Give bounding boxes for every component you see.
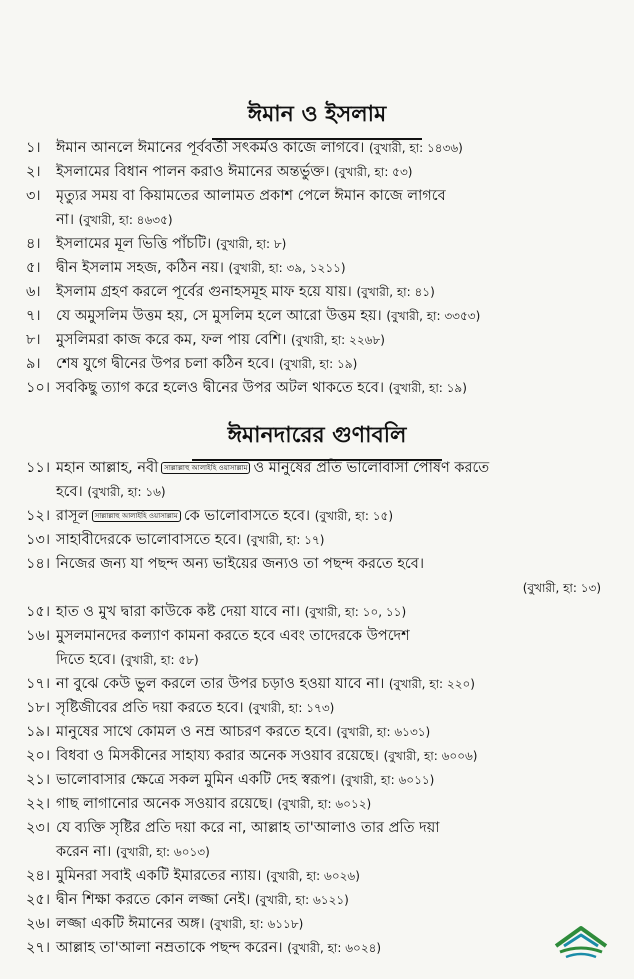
list-item: ২২। গাছ লাগানোর অনেক সওয়াব রয়েছে। (বুখারী, হা: ৬০১২) [26, 796, 372, 812]
list-item: ১০। সবকিছু ত্যাগ করে হলেও দ্বীনের উপর অটল থাকতে হবে। (বুখারী, হা: ১৯) [26, 380, 467, 396]
list-item: ৯। শেষ যুগে দ্বীনের উপর চলা কঠিন হবে। (বুখারী, হা: ১৯) [26, 356, 358, 372]
section-heading-imandar-gunaboli [0, 418, 634, 461]
list-item: ১৭। না বুঝে কেউ ভুল করলে তার উপর চড়াও হওয়া যাবে না। (বুখারী, হা: ২২০) [26, 676, 475, 692]
list-item: ১৮। সৃষ্টিজীবের প্রতি দয়া করতে হবে। (বুখারী, হা: ১৭৩) [26, 700, 335, 716]
list-item: ২৬। লজ্জা একটি ঈমানের অঙ্গ। (বুখারী, হা: ৬১১৮) [26, 916, 304, 932]
list-item: ১৯। মানুষের সাথে কোমল ও নম্র আচরণ করতে হবে। (বুখারী, হা: ৬১৩১) [26, 724, 431, 740]
list-item: ৫। দ্বীন ইসলাম সহজ, কঠিন নয়। (বুখারী, হা: ৩৯, ১২১১) [26, 260, 346, 276]
list-item: ২০। বিধবা ও মিসকীনের সাহায্য করার অনেক সওয়াব রয়েছে। (বুখারী, হা: ৬০০৬) [26, 748, 478, 764]
list-item: ২৩। যে ব্যক্তি সৃষ্টির প্রতি দয়া করে না, আল্লাহ তা'আলাও তার প্রতি দয়া করেন না। (বুখারী, হা: ৬০১৩) [26, 820, 440, 860]
list-item: ৭। যে অমুসলিম উত্তম হয়, সে মুসলিম হলে আরো উত্তম হয়। (বুখারী, হা: ৩৩৫৩) [26, 308, 481, 324]
salawat-calligraphy-icon: সাল্লাল্লাহু আলাইহি ওয়াসাল্লাম [161, 462, 250, 474]
list-item: ১৩। সাহাবীদেরকে ভালোবাসতে হবে। (বুখারী, হা: ১৭) [26, 532, 325, 548]
list-item: ২৫। দ্বীন শিক্ষা করতে কোন লজ্জা নেই। (বুখারী, হা: ৬১২১) [26, 892, 349, 908]
list-item: ২৪। মুমিনরা সবাই একটি ইমারতের ন্যায়। (বুখারী, হা: ৬০২৬) [26, 868, 360, 884]
list-item: ৬। ইসলাম গ্রহণ করলে পূর্বের গুনাহসমূহ মাফ হয়ে যায়। (বুখারী, হা: ৪১) [26, 284, 435, 300]
list-item: ৪। ইসলামের মূল ভিত্তি পাঁচটি। (বুখারী, হা: ৮) [26, 236, 287, 252]
list-item: ২। ইসলামের বিধান পালন করাও ঈমানের অন্তর্ভুক্ত। (বুখারী, হা: ৫৩) [26, 164, 413, 180]
list-item: ২৭। আল্লাহ তা'আলা নম্রতাকে পছন্দ করেন। (বুখারী, হা: ৬০২৪) [26, 940, 382, 956]
section-heading-iman-islam [0, 97, 634, 140]
section-title: ঈমান ও ইসলাম [247, 102, 387, 127]
list-item: ১। ঈমান আনলে ঈমানের পূর্ববর্তী সৎকর্মও কাজে লাগবে। (বুখারী, হা: ১৪৩৬) [26, 140, 463, 156]
list-item: ১২। রাসূল সাল্লাল্লাহু আলাইহি ওয়াসাল্লাম কে ভালোবাসতে হবে। (বুখারী, হা: ১৫) [26, 508, 394, 524]
list-item: ৩। মৃত্যুর সময় বা কিয়ামতের আলামত প্রকাশ পেলে ঈমান কাজে লাগবে না। (বুখারী, হা: ৪৬৩৫) [26, 188, 446, 228]
list-item: ১৬। মুসলমানদের কল্যাণ কামনা করতে হবে এবং তাদেরকে উপদেশ দিতে হবে। (বুখারী, হা: ৫৮) [26, 628, 410, 668]
list-item: ২১। ভালোবাসার ক্ষেত্রে সকল মুমিন একটি দেহ স্বরূপ। (বুখারী, হা: ৬০১১) [26, 772, 435, 788]
list-item: ১৫। হাত ও মুখ দ্বারা কাউকে কষ্ট দেয়া যাবে না। (বুখারী, হা: ১০, ১১) [26, 604, 407, 620]
list-item: ১১। মহান আল্লাহ, নবী সাল্লাল্লাহু আলাইহি ওয়াসাল্লাম ও মানুষের প্রতি ভালোবাসা পোষণ করতে হবে। (বুখারী, হা: ১৬) [26, 460, 490, 500]
list-item: ১৪। নিজের জন্য যা পছন্দ অন্য ভাইয়ের জন্যও তা পছন্দ করতে হবে। (বুখারী, হা: ১৩) [26, 556, 601, 595]
section-title: ঈমানদারের গুণাবলি [227, 423, 407, 448]
publisher-logo-icon [552, 922, 610, 962]
salawat-calligraphy-icon: সাল্লাল্লাহু আলাইহি ওয়াসাল্লাম [92, 510, 181, 522]
list-item: ৮। মুসলিমরা কাজ করে কম, ফল পায় বেশি। (বুখারী, হা: ২২৬৮) [26, 332, 385, 348]
